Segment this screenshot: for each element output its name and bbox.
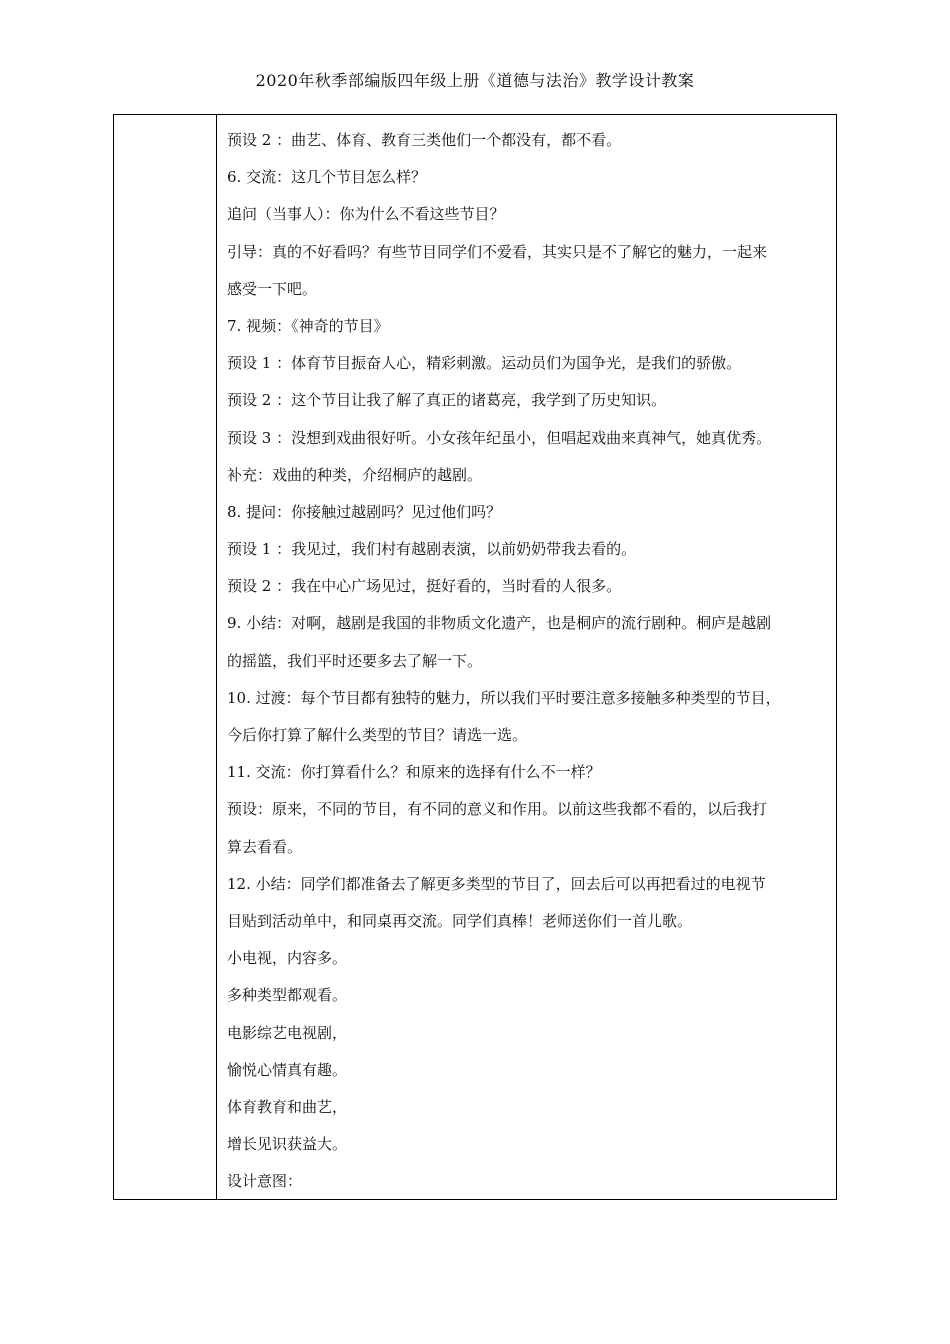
text-line: 预设 2 ：曲艺、体育、教育三类他们一个都没有，都不看。	[227, 131, 622, 149]
text-line: 11. 交流：你打算看什么？和原来的选择有什么不一样？	[227, 763, 601, 782]
text-line: 今后你打算了解什么类型的节目？请选一选。	[227, 726, 528, 744]
text-line: 追问（当事人）：你为什么不看这些节目？	[227, 205, 505, 224]
text-line: 的摇篮，我们平时还要多去了解一下。	[227, 651, 483, 670]
text-line: 算去看看。	[227, 837, 303, 856]
text-line: 12. 小结：同学们都准备去了解更多类型的节目了，回去后可以再把看过的电视节	[227, 874, 766, 893]
text-line: 7. 视频：《神奇的节目》	[227, 316, 389, 335]
text-line: 愉悦心情真有趣。	[227, 1060, 348, 1079]
text-line: 预设 3 ：没想到戏曲很好听。小女孩年纪虽小，但唱起戏曲来真神气，她真优秀。	[227, 428, 772, 447]
lesson-plan-table	[113, 114, 837, 1200]
text-line: 9. 小结：对啊，越剧是我国的非物质文化遗产，也是桐庐的流行剧种。桐庐是越剧	[227, 614, 772, 633]
text-line: 预设 1 ：体育节目振奋人心，精彩刺激。运动员们为国争光，是我们的骄傲。	[227, 354, 742, 373]
text-line: 8. 提问：你接触过越剧吗？见过他们吗？	[227, 502, 502, 521]
text-line: 预设 2 ：这个节目让我了解了真正的诸葛亮，我学到了历史知识。	[227, 391, 667, 410]
table-left-column	[114, 115, 217, 1199]
text-line: 目贴到活动单中，和同桌再交流。同学们真棒！老师送你们一首儿歌。	[227, 911, 693, 930]
text-line: 预设 1 ：我见过，我们村有越剧表演，以前奶奶带我去看的。	[227, 540, 637, 559]
text-line: 设计意图：	[227, 1172, 303, 1191]
text-line: 感受一下吧。	[227, 279, 318, 298]
table-content-cell	[217, 115, 836, 1199]
page-header-title: 2020年秋季部编版四年级上册《道德与法治》教学设计教案	[255, 71, 695, 90]
text-line: 小电视，内容多。	[227, 949, 348, 968]
text-line: 预设：原来，不同的节目，有不同的意义和作用。以前这些我都不看的，以后我打	[227, 800, 768, 819]
text-line: 补充：戏曲的种类，介绍桐庐的越剧。	[227, 465, 483, 484]
text-line: 引导：真的不好看吗？有些节目同学们不爱看，其实只是不了解它的魅力，一起来	[227, 242, 768, 261]
text-line: 10. 过渡：每个节目都有独特的魅力，所以我们平时要注意多接触多种类型的节目，	[227, 688, 781, 707]
text-line: 电影综艺电视剧，	[227, 1023, 348, 1042]
text-line: 增长见识获益大。	[227, 1135, 348, 1154]
text-line: 预设 2 ：我在中心广场见过，挺好看的，当时看的人很多。	[227, 577, 622, 596]
text-line: 多种类型都观看。	[227, 986, 348, 1005]
text-line: 体育教育和曲艺，	[227, 1097, 348, 1116]
text-line: 6. 交流：这几个节目怎么样？	[227, 168, 427, 187]
